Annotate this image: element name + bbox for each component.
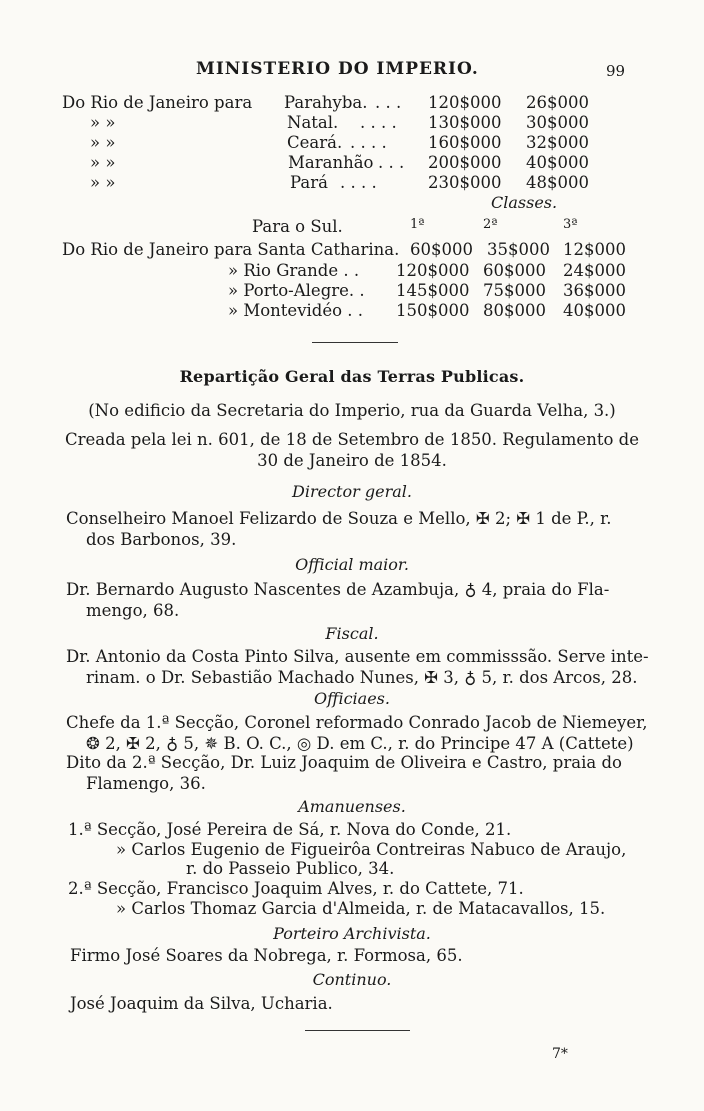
continuo-heading: Continuo.: [312, 970, 392, 989]
section-creation-line2: 30 de Janeiro de 1854.: [257, 451, 447, 470]
signature-mark: 7*: [552, 1046, 568, 1062]
route-prefix: » »: [90, 133, 116, 152]
divider-rule: [312, 342, 398, 343]
running-header: MINISTERIO DO IMPERIO.: [196, 59, 479, 79]
officials-line3: Dito da 2.ª Secção, Dr. Luiz Joaquim de Oliveira e Castro, praia do: [66, 753, 622, 772]
amanuenses-line3: r. do Passeio Publico, 34.: [186, 859, 395, 878]
amanuenses-line1: 1.ª Secção, José Pereira de Sá, r. Nova do Conde, 21.: [68, 820, 512, 839]
section-title: Repartição Geral das Terras Publicas.: [179, 367, 525, 386]
fare-class-1: 230$000: [428, 173, 502, 192]
fare-class-1: 160$000: [428, 133, 502, 152]
route-destination: Maranhão: [288, 153, 374, 172]
route-destination: Parahyba.: [284, 93, 368, 112]
fare-class-1: 200$000: [428, 153, 502, 172]
fiscal-line2: rinam. o Dr. Sebastião Machado Nunes, ✠ 3, ♁ 5, r. dos Arcos, 28.: [86, 668, 638, 687]
officials-heading: Officiaes.: [314, 689, 390, 708]
fare-class-2: 40$000: [526, 153, 589, 172]
officials-line4: Flamengo, 36.: [86, 774, 206, 793]
route-destination: » Porto-Alegre. .: [228, 281, 365, 300]
fare-class-1: 145$000: [396, 281, 470, 300]
director-line2: dos Barbonos, 39.: [86, 530, 237, 549]
fare-class-2: 48$000: [526, 173, 589, 192]
route-destination: » Montevidéo . .: [228, 301, 364, 320]
section-creation-line1: Creada pela lei n. 601, de 18 de Setembro de 1850. Regulamento de: [65, 430, 639, 449]
route-destination: Do Rio de Janeiro para Santa Catharina.: [62, 240, 400, 259]
fare-class-2: 35$000: [487, 240, 550, 259]
leader-dots: . . . .: [350, 133, 387, 152]
fare-class-1: 120$000: [396, 261, 470, 280]
leader-dots: . . . .: [360, 113, 397, 132]
leader-dots: . . .: [375, 93, 402, 112]
official-line1: Dr. Bernardo Augusto Nascentes de Azambuja, ♁ 4, praia do Fla-: [66, 580, 610, 599]
classes-label: Classes.: [491, 193, 558, 212]
porter-line1: Firmo José Soares da Nobrega, r. Formosa, 65.: [70, 946, 463, 965]
leader-dots: . . . .: [340, 173, 377, 192]
route-destination: Pará: [290, 173, 328, 192]
section-location: (No edificio da Secretaria do Imperio, rua da Guarda Velha, 3.): [88, 401, 616, 420]
class-2-header: 2ª: [483, 217, 498, 232]
fare-class-2: 80$000: [483, 301, 546, 320]
south-heading: Para o Sul.: [252, 217, 343, 236]
fare-class-3: 36$000: [563, 281, 626, 300]
fare-class-1: 150$000: [396, 301, 470, 320]
class-1-header: 1ª: [410, 217, 425, 232]
route-destination: » Rio Grande . .: [228, 261, 360, 280]
director-line1: Conselheiro Manoel Felizardo de Souza e Mello, ✠ 2; ✠ 1 de P., r.: [66, 509, 612, 528]
amanuenses-line2: » Carlos Eugenio de Figueirôa Contreiras Nabuco de Araujo,: [116, 840, 627, 859]
fare-class-2: 32$000: [526, 133, 589, 152]
porter-heading: Porteiro Archivista.: [273, 924, 431, 943]
amanuenses-line4: 2.ª Secção, Francisco Joaquim Alves, r. do Cattete, 71.: [68, 879, 524, 898]
route-destination: Ceará.: [287, 133, 343, 152]
route-destination: Natal.: [287, 113, 339, 132]
fare-class-1: 120$000: [428, 93, 502, 112]
officials-line2: ❂ 2, ✠ 2, ♁ 5, ✵ B. O. C., ◎ D. em C., r. do Principe 47 A (Cattete): [86, 734, 634, 753]
fare-class-3: 24$000: [563, 261, 626, 280]
route-prefix: » »: [90, 113, 116, 132]
fiscal-line1: Dr. Antonio da Costa Pinto Silva, ausente em commisssão. Serve inte-: [66, 647, 649, 666]
fiscal-heading: Fiscal.: [325, 624, 379, 643]
route-prefix: » »: [90, 153, 116, 172]
fare-class-2: 75$000: [483, 281, 546, 300]
official-heading: Official maior.: [295, 555, 409, 574]
fare-class-1: 130$000: [428, 113, 502, 132]
fare-class-2: 60$000: [483, 261, 546, 280]
amanuenses-line5: » Carlos Thomaz Garcia d'Almeida, r. de Matacavallos, 15.: [116, 899, 606, 918]
amanuenses-heading: Amanuenses.: [298, 797, 406, 816]
fare-class-3: 12$000: [563, 240, 626, 259]
fare-class-3: 40$000: [563, 301, 626, 320]
class-3-header: 3ª: [563, 217, 578, 232]
leader-dots: . . .: [378, 153, 405, 172]
route-prefix: Do Rio de Janeiro para: [62, 93, 253, 112]
officials-line1: Chefe da 1.ª Secção, Coronel reformado Conrado Jacob de Niemeyer,: [66, 713, 648, 732]
route-prefix: » »: [90, 173, 116, 192]
footer-rule: [305, 1030, 410, 1031]
continuo-line1: José Joaquim da Silva, Ucharia.: [70, 994, 333, 1013]
director-heading: Director geral.: [292, 482, 412, 501]
official-line2: mengo, 68.: [86, 601, 180, 620]
fare-class-2: 26$000: [526, 93, 589, 112]
fare-class-2: 30$000: [526, 113, 589, 132]
fare-class-1: 60$000: [410, 240, 473, 259]
page-number: 99: [606, 62, 626, 80]
